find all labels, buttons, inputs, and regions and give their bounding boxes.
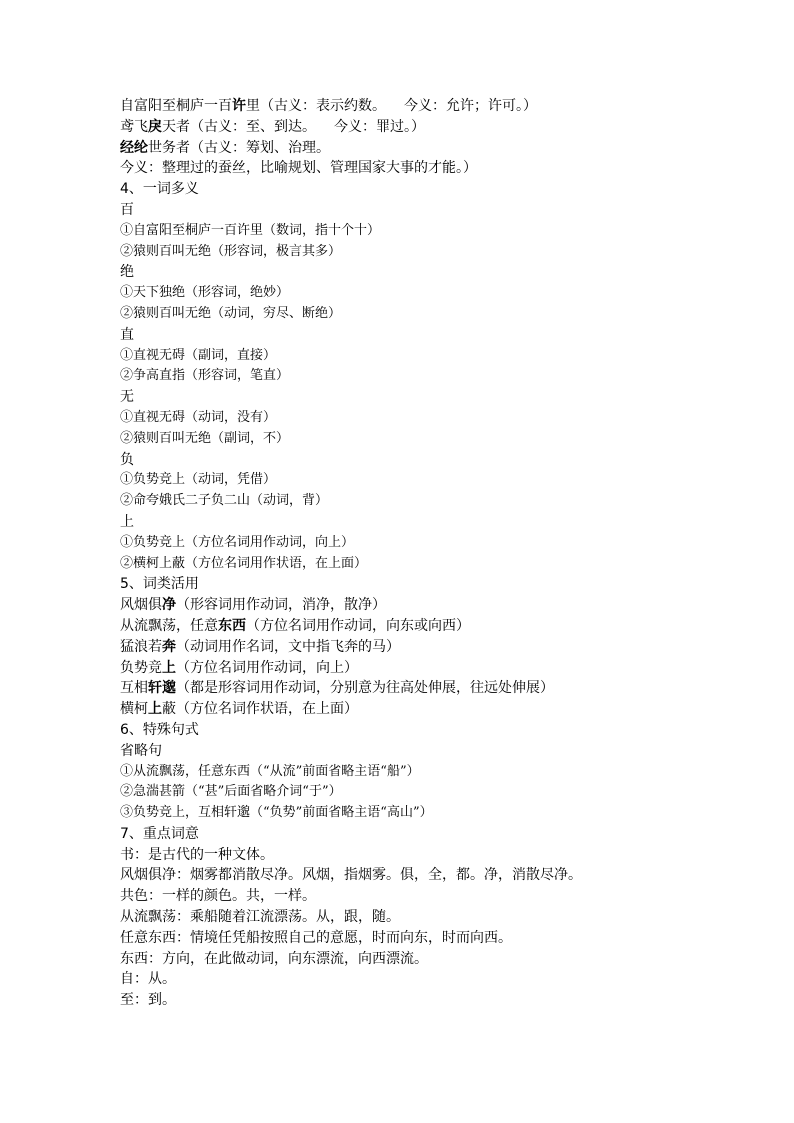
term-heading: 百: [120, 201, 134, 218]
list-item: ①自富阳至桐庐一百许里（数词，指十个十）: [120, 222, 381, 238]
highlighted-word: 许: [232, 98, 246, 114]
text-line: 横柯上蔽（方位名词作状语，在上面）: [120, 701, 358, 718]
definition-line: 书：是古代的一种文体。: [120, 846, 274, 863]
list-item: ②急湍甚箭（“甚”后面省略介词“于”）: [120, 784, 342, 800]
text-line: 经纶世务者（古义：筹划、治理。今义：整理过的蚕丝，比喻规划、管理国家大事的才能。）: [120, 139, 477, 177]
highlighted-word: 轩邈: [148, 680, 176, 697]
list-item: ②横柯上蔽（方位名词用作状语，在上面）: [120, 555, 368, 571]
section-heading: 5、词类活用: [120, 576, 199, 593]
definition-line: 任意东西：情境任凭船按照自己的意愿，时而向东，时而向西。: [120, 929, 512, 946]
term-heading: 负: [120, 451, 134, 468]
list-item: ①直视无碍（动词，没有）: [120, 409, 277, 425]
term-heading: 直: [120, 326, 134, 343]
list-item: ③负势竞上，互相轩邈（“负势”前面省略主语“高山”）: [120, 805, 433, 821]
definition-line: 东西：方向，在此做动词，向东漂流，向西漂流。: [120, 950, 428, 967]
text-line: 风烟俱净（形容词用作动词，消净，散净）: [120, 597, 386, 614]
highlighted-word: 净: [162, 597, 176, 614]
highlighted-word: 戾: [148, 118, 162, 135]
term-heading: 省略句: [120, 742, 162, 759]
document-page: [120, 96, 700, 1011]
list-item: ②争高直指（形容词，笔直）: [120, 368, 290, 384]
section-heading: 6、特殊句式: [120, 721, 199, 738]
definition-line: 至：到。: [120, 992, 176, 1009]
list-item: ②猿则百叫无绝（动词，穷尽、断绝）: [120, 305, 342, 321]
term-heading: 上: [120, 513, 134, 530]
text-line: 鸢飞戾天者（古义：至、到达。 今义：罪过。）: [120, 118, 425, 135]
definition-line: 从流飘荡：乘船随着江流漂荡。从，跟，随。: [120, 909, 400, 926]
highlighted-word: 东西: [218, 617, 246, 634]
highlighted-word: 上: [148, 701, 162, 718]
section-heading: 7、重点词意: [120, 825, 199, 842]
highlighted-word: 奔: [162, 638, 176, 655]
list-item: ①天下独绝（形容词，绝妙）: [120, 285, 290, 301]
text-line: 负势竞上（方位名词用作动词，向上）: [120, 659, 358, 676]
definition-line: 风烟俱净：烟雾都消散尽净。风烟，指烟雾。俱，全，都。净，消散尽净。: [120, 867, 582, 884]
highlighted-word: 经纶: [120, 139, 148, 156]
text-line: 自富阳至桐庐一百许里（古义：表示约数。 今义：允许；许可。）: [120, 98, 537, 114]
list-item: ②猿则百叫无绝（形容词，极言其多）: [120, 243, 342, 259]
text-line: 从流飘荡，任意东西（方位名词用作动词，向东或向西）: [120, 617, 470, 634]
list-item: ②猿则百叫无绝（副词，不）: [120, 430, 290, 446]
list-item: ①负势竞上（方位名词用作动词，向上）: [120, 534, 355, 550]
list-item: ①直视无碍（副词，直接）: [120, 347, 277, 363]
section-heading: 4、一词多义: [120, 181, 199, 198]
definition-line: 自：从。: [120, 971, 176, 988]
list-item: ①从流飘荡，任意东西（“从流”前面省略主语“船”）: [120, 763, 420, 779]
list-item: ①负势竞上（动词，凭借）: [120, 472, 277, 488]
term-heading: 绝: [120, 264, 134, 281]
list-item: ②命夸娥氏二子负二山（动词，背）: [120, 493, 329, 509]
text-line: 猛浪若奔（动词用作名词，文中指飞奔的马）: [120, 638, 400, 655]
text-line: 互相轩邈（都是形容词用作动词，分别意为往高处伸展，往远处伸展）: [120, 680, 554, 697]
highlighted-word: 上: [162, 659, 176, 676]
term-heading: 无: [120, 389, 134, 406]
definition-line: 共色：一样的颜色。共，一样。: [120, 888, 316, 905]
